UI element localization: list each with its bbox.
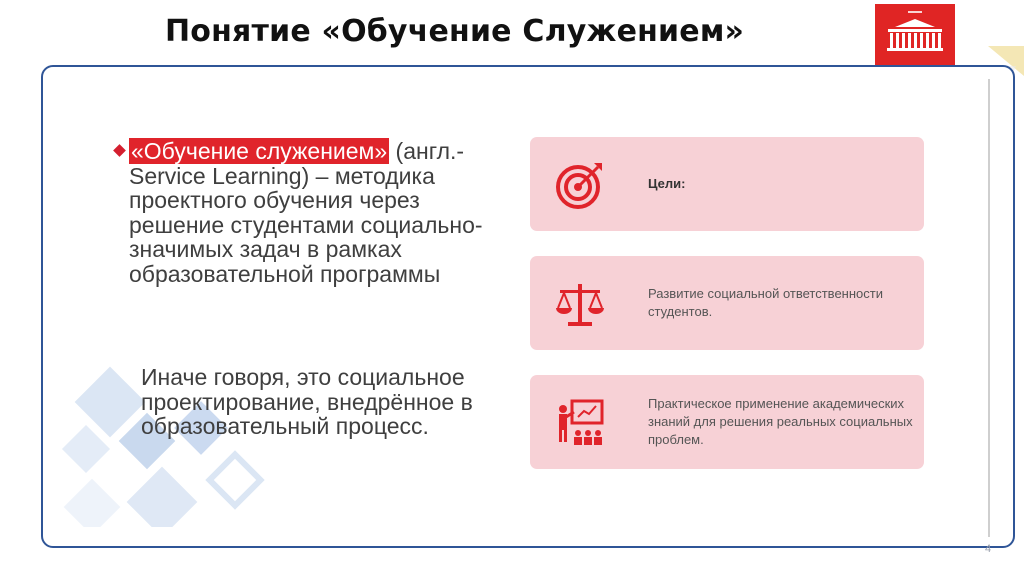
university-logo [875,4,955,68]
goals-card [530,137,924,231]
teacher-icon [554,397,606,449]
scales-icon [554,278,606,330]
responsibility-card [530,256,924,350]
target-icon [554,159,606,211]
bullet-diamond-icon [113,144,126,157]
summary-text: Иначе говоря, это социальное проектирование, внедрённое в образовательный процесс. [141,364,473,439]
practice-card [530,375,924,469]
definition-term: «Обучение служением» [131,138,388,164]
slide-title: Понятие «Обучение Служением» [165,14,745,49]
responsibility-label: Развитие социальной ответственности студентов. [648,286,883,319]
definition-body: (англ.- Service Learning) – методика проектного обучения через решение студентами социально-значимых задач в рамках образовательной программы [129,138,483,287]
definition-text [129,139,509,286]
goals-label: Цели: [648,176,686,191]
content-frame [41,65,1015,548]
page-number: 4 [985,543,992,555]
practice-label: Практическое применение академических знаний для решения реальных социальных проблем. [648,396,913,447]
divider-line [988,79,990,537]
